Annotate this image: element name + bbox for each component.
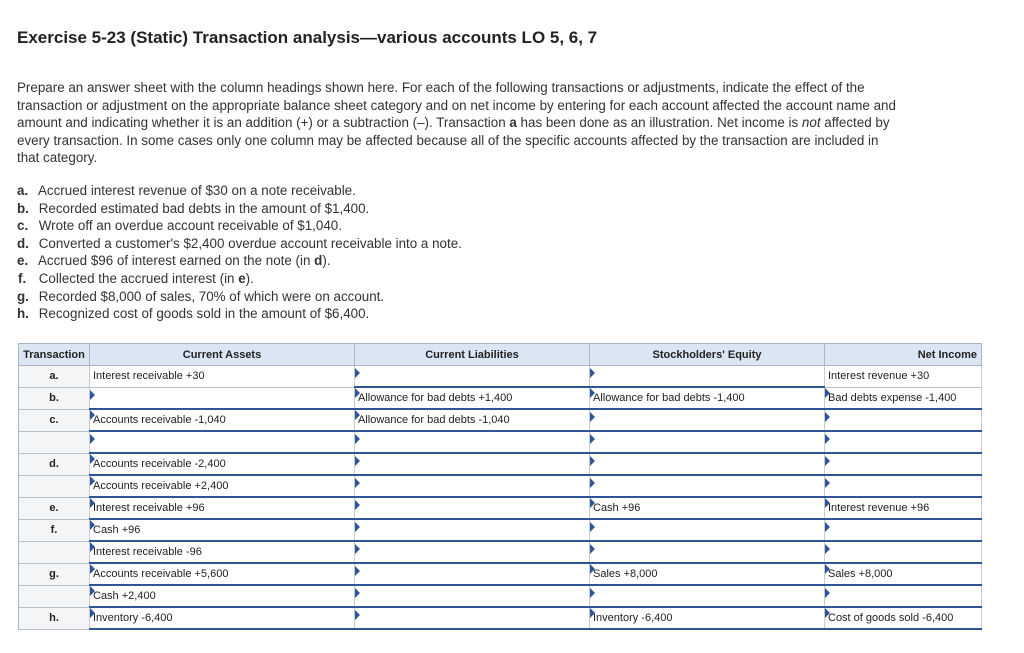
transaction-text: Accrued interest revenue of $30 on a note receivable. [37, 183, 356, 198]
table-row [19, 475, 982, 497]
table-row [19, 519, 982, 541]
current-assets-cell[interactable]: Cash +2,400 [90, 585, 355, 607]
current-assets-cell[interactable]: Accounts receivable -2,400 [90, 453, 355, 475]
transaction-letter: h. [17, 306, 29, 322]
current-assets-cell[interactable]: Interest receivable -96 [90, 541, 355, 563]
current-liabilities-cell[interactable] [355, 475, 590, 497]
header-current-liabilities: Current Liabilities [355, 344, 590, 366]
table-row [19, 387, 982, 409]
stockholders-equity-cell[interactable] [590, 475, 825, 497]
transaction-ref: e [238, 270, 246, 286]
transaction-letter: d. [17, 235, 29, 251]
current-liabilities-cell[interactable] [355, 519, 590, 541]
current-liabilities-cell[interactable] [355, 366, 590, 388]
answer-sheet-table [18, 343, 982, 630]
current-liabilities-cell[interactable] [355, 607, 590, 629]
net-income-cell[interactable]: Bad debts expense -1,400 [825, 387, 982, 409]
net-income-cell: Interest revenue +30 [825, 366, 982, 388]
stockholders-equity-cell[interactable]: Cash +96 [590, 497, 825, 519]
stockholders-equity-cell[interactable] [590, 541, 825, 563]
table-row [19, 431, 982, 453]
header-stockholders-equity: Stockholders' Equity [590, 344, 825, 366]
transaction-ref: d [314, 253, 323, 269]
transaction-label-cell [19, 475, 90, 497]
stockholders-equity-cell[interactable]: Sales +8,000 [590, 563, 825, 585]
transaction-label-cell: b. [19, 387, 90, 409]
transaction-text: Recorded estimated bad debts in the amount of $1,400. [38, 200, 370, 216]
table-row [19, 366, 982, 388]
net-income-cell[interactable] [825, 585, 982, 607]
transaction-item [17, 217, 462, 235]
table-row [19, 585, 982, 607]
current-liabilities-cell[interactable] [355, 497, 590, 519]
net-income-cell[interactable] [825, 519, 982, 541]
current-liabilities-cell[interactable] [355, 431, 590, 453]
transaction-label-cell: a. [19, 366, 90, 388]
stockholders-equity-cell[interactable] [590, 366, 825, 388]
current-assets-cell[interactable] [90, 387, 355, 409]
transaction-label-cell [19, 431, 90, 453]
net-income-cell[interactable] [825, 409, 982, 431]
transaction-label-cell [19, 541, 90, 563]
current-assets-cell[interactable]: Inventory -6,400 [90, 607, 355, 629]
transaction-text: Recognized cost of goods sold in the amount of $6,400. [38, 306, 370, 322]
transaction-suffix: ). [245, 270, 254, 286]
transaction-text: Wrote off an overdue account receivable of $1,040. [38, 218, 342, 234]
transaction-letter: c. [17, 218, 29, 234]
current-liabilities-cell[interactable] [355, 453, 590, 475]
transaction-label-cell: f. [19, 519, 90, 541]
current-liabilities-cell[interactable]: Allowance for bad debts +1,400 [355, 387, 590, 409]
current-assets-cell[interactable]: Accounts receivable -1,040 [90, 409, 355, 431]
transaction-label-cell: d. [19, 453, 90, 475]
transaction-text: Collected the accrued interest (in [38, 270, 239, 286]
transaction-letter: b. [17, 200, 29, 216]
transaction-text: Converted a customer's $2,400 overdue account receivable into a note. [38, 235, 462, 251]
transaction-item [17, 305, 462, 323]
transaction-item [17, 252, 462, 270]
stockholders-equity-cell[interactable] [590, 519, 825, 541]
header-transaction: Transaction [19, 344, 90, 366]
stockholders-equity-cell[interactable]: Allowance for bad debts -1,400 [590, 387, 825, 409]
table-row [19, 563, 982, 585]
transaction-item [17, 288, 462, 306]
transaction-suffix: ). [322, 253, 331, 269]
current-assets-cell[interactable]: Cash +96 [90, 519, 355, 541]
table-header-row [19, 344, 982, 366]
transaction-item [17, 235, 462, 253]
stockholders-equity-cell[interactable] [590, 453, 825, 475]
transaction-label-cell: c. [19, 409, 90, 431]
transaction-item [17, 200, 462, 218]
net-income-cell[interactable]: Interest revenue +96 [825, 497, 982, 519]
instructions-italic-not: not [801, 115, 821, 130]
transaction-item [17, 182, 462, 200]
stockholders-equity-cell[interactable] [590, 409, 825, 431]
current-assets-cell: Interest receivable +30 [90, 366, 355, 388]
table-row [19, 453, 982, 475]
net-income-cell[interactable]: Cost of goods sold -6,400 [825, 607, 982, 629]
table-row [19, 409, 982, 431]
stockholders-equity-cell[interactable] [590, 585, 825, 607]
transaction-label-cell: e. [19, 497, 90, 519]
header-net-income: Net Income [825, 344, 982, 366]
current-assets-cell[interactable] [90, 431, 355, 453]
header-current-assets: Current Assets [90, 344, 355, 366]
current-liabilities-cell[interactable] [355, 563, 590, 585]
stockholders-equity-cell[interactable]: Inventory -6,400 [590, 607, 825, 629]
transaction-letter: a. [17, 183, 29, 198]
exercise-title: Exercise 5-23 (Static) Transaction analysis—various accounts LO 5, 6, 7 [17, 28, 598, 47]
transaction-label-cell: h. [19, 607, 90, 629]
instructions-paragraph [17, 79, 897, 167]
net-income-cell[interactable] [825, 541, 982, 563]
current-assets-cell[interactable]: Accounts receivable +5,600 [90, 563, 355, 585]
instructions-text-1: Prepare an answer sheet with the column headings shown here. For each of the following transactions or adjustments, indicate the effect of the transaction or adjustment on the appropriate balance sheet category and on net income by entering for each account affected the account name and amount and indicating whether it is an addition (+) or a subtraction (–). Transaction [17, 80, 896, 130]
transaction-text: Accrued $96 of interest earned on the note (in [37, 253, 315, 269]
table-row [19, 541, 982, 563]
current-assets-cell[interactable]: Accounts receivable +2,400 [90, 475, 355, 497]
current-liabilities-cell[interactable] [355, 541, 590, 563]
transaction-item [17, 270, 462, 288]
stockholders-equity-cell[interactable] [590, 431, 825, 453]
transaction-letter: e. [17, 253, 29, 269]
current-assets-cell[interactable]: Interest receivable +96 [90, 497, 355, 519]
net-income-cell[interactable] [825, 453, 982, 475]
transaction-letter: g. [17, 288, 29, 304]
transaction-list [17, 182, 462, 323]
instructions-text-3: affected by every transaction. In some cases only one column may be affected because all of the specific accounts affected by the transaction are included in that category. [17, 115, 890, 165]
net-income-cell[interactable]: Sales +8,000 [825, 563, 982, 585]
current-liabilities-cell[interactable] [355, 585, 590, 607]
table-row [19, 497, 982, 519]
net-income-cell[interactable] [825, 475, 982, 497]
current-liabilities-cell[interactable]: Allowance for bad debts -1,040 [355, 409, 590, 431]
instructions-text-2: has been done as an illustration. Net income is [516, 115, 802, 130]
transaction-label-cell [19, 585, 90, 607]
instructions-bold-a: a [509, 115, 517, 130]
transaction-text: Recorded $8,000 of sales, 70% of which were on account. [38, 288, 385, 304]
net-income-cell[interactable] [825, 431, 982, 453]
table-row [19, 607, 982, 629]
transaction-letter: f. [18, 270, 27, 286]
transaction-label-cell: g. [19, 563, 90, 585]
